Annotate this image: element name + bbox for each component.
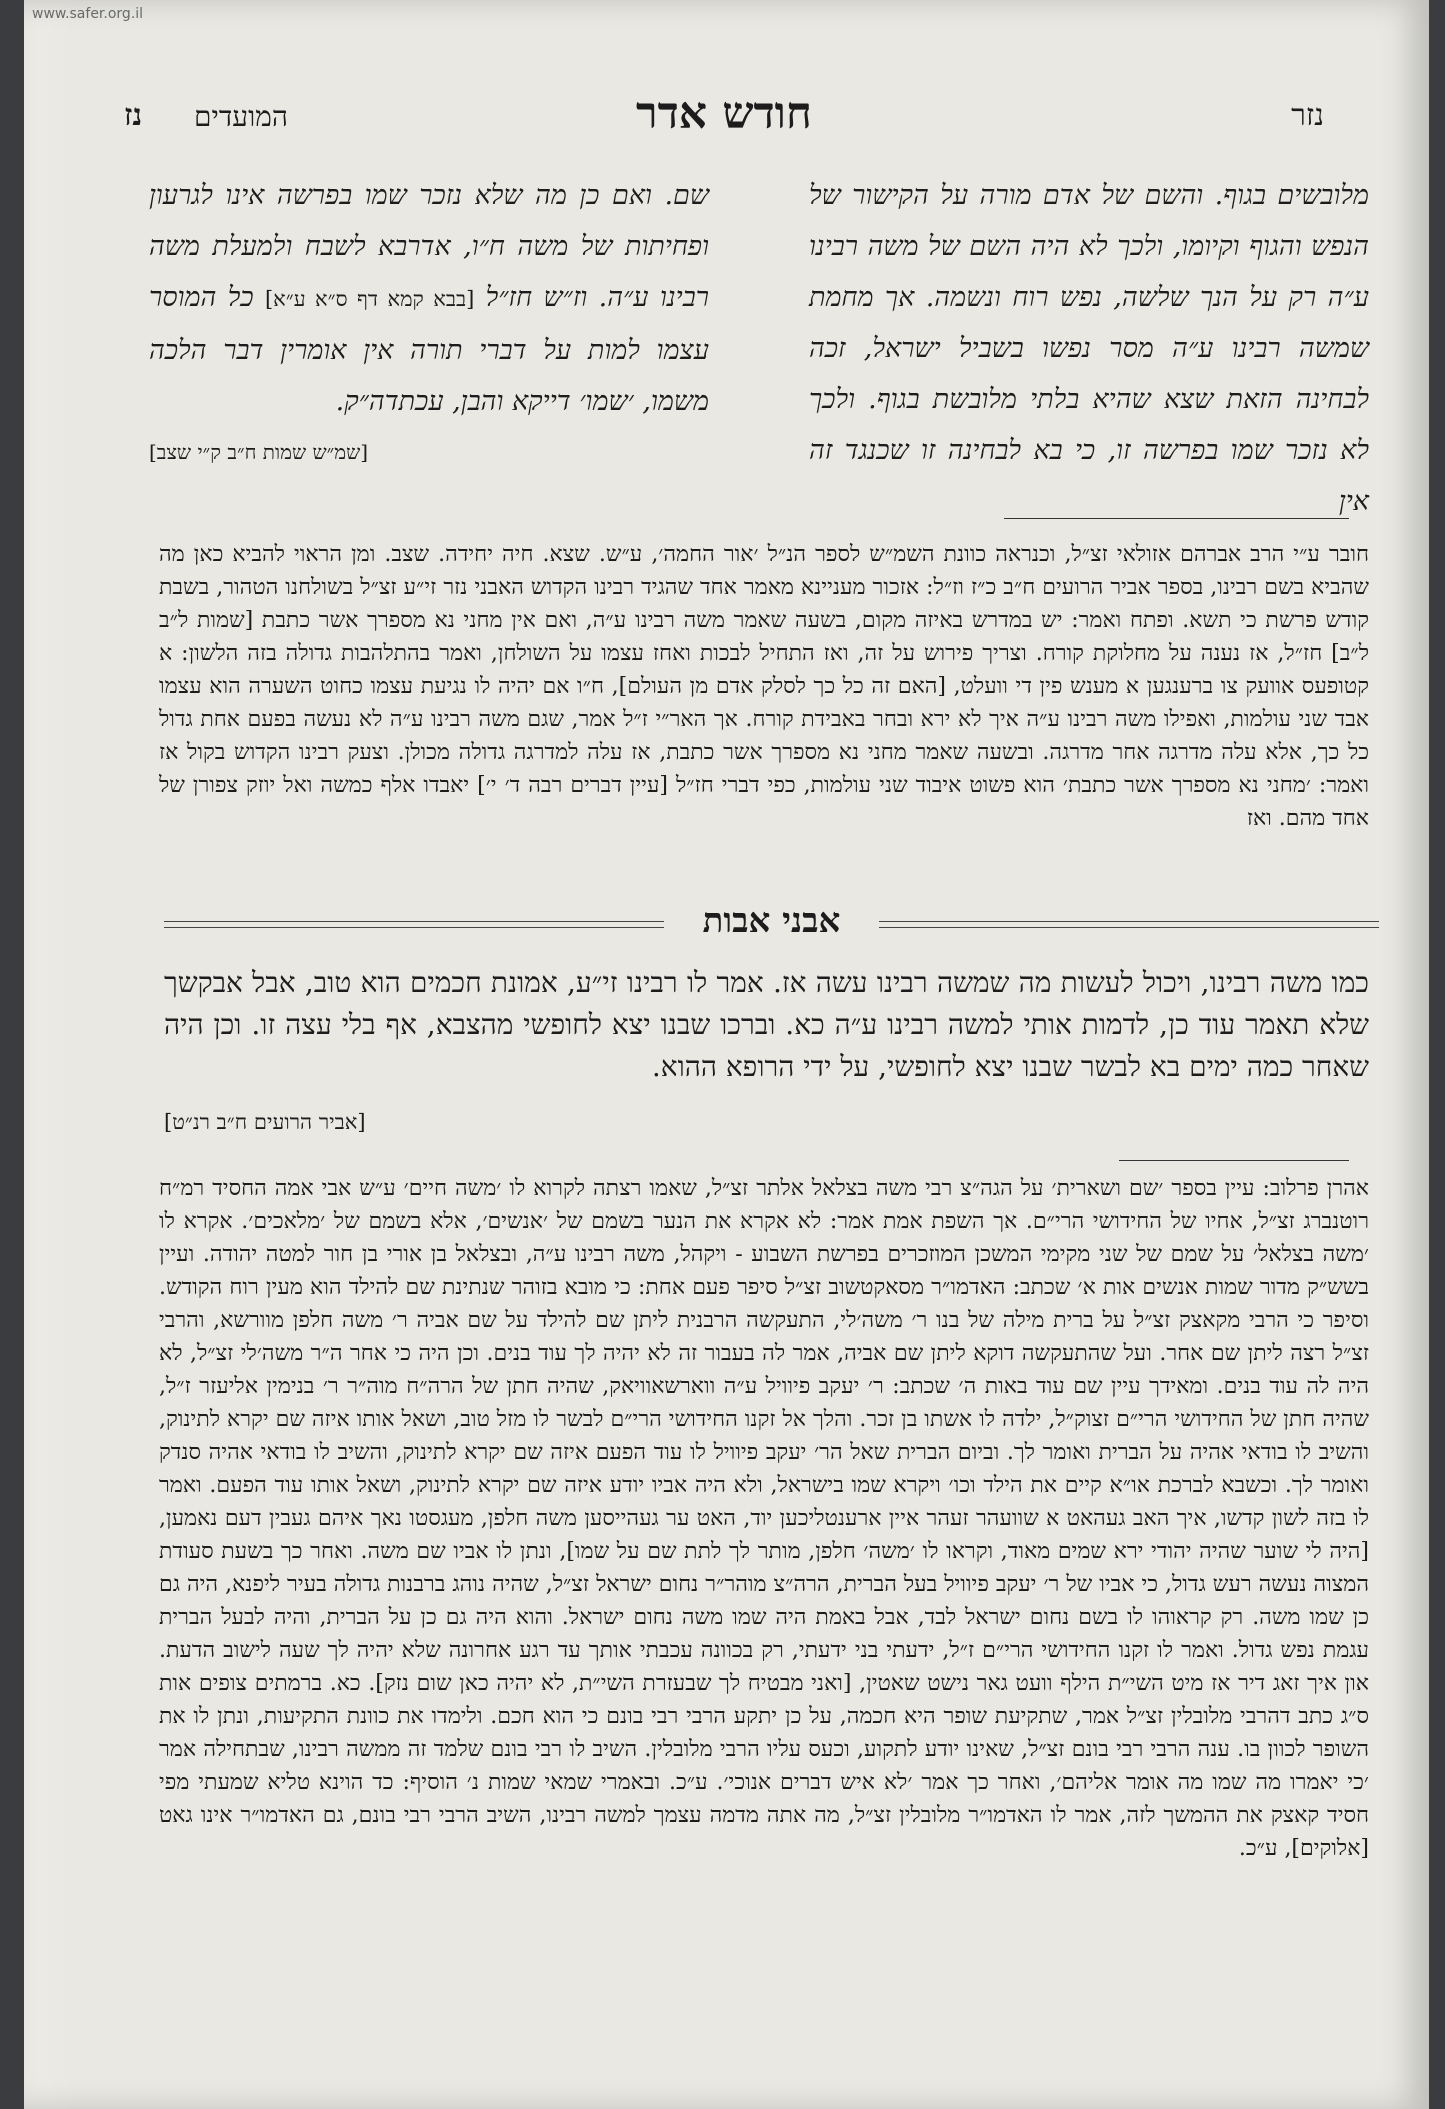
left-column-text-b: כל המוסר עצמו למות על דברי תורה אין אומרין דבר הלכה משמו, ׳שמו׳ דייקא והבן, עכתדה״ק. <box>149 282 709 417</box>
running-header <box>124 88 1324 148</box>
header-section: המועדים <box>194 100 288 133</box>
footnote-divider <box>1004 518 1349 519</box>
footnotes-bottom: אהרן פרלוב: עיין בספר ׳שם ושארית׳ על הגה״צ רבי משה בצלאל אלתר זצ״ל, שאמו רצתה לקרוא לו ׳משה חיים׳ ע״ש אבי אמה החסיד רמ״ח רוטנברג זצ״ל, אחיו של החידושי הרי״ם. אך השפת אמת אמר: לא אקרא את הנער בשמם של ׳אנשים׳, אלא בשמם של ׳מלאכים׳. אקרא לו ׳משה בצלאל׳ על שמם של שני מקימי המשכן המוזכרים בפרשת השבוע - ויקהל, משה רבינו ע״ה, ובצלאל בן אורי בן חור למטה יהודה. ועיין בשש״ק מדור שמות אנשים אות א׳ שכתב: האדמו״ר מסאקטשוב זצ״ל סיפר פעם אחת: כי מובא בזוהר שנתינת שם להילד הוא מעין רוח הקודש. וסיפר כי הרבי מקאצק זצ״ל על ברית מילה של בנו ר׳ משה׳לי, התעקשה הרבנית ליתן שם להילד על שם אביה ר׳ משה חלפן מוורשא, והרבי זצ״ל רצה ליתן שם אחר. ועל שהתעקשה דוקא ליתן שם אביה, אמר לה בעבור זה לא יהיה לך עוד בנים. וכן היה כי אחר ה״ר משה׳לי זצ״ל, לא היה לה עוד בנים. ומאידך עיין שם עוד באות ה׳ שכתב: ר׳ יעקב פיוויל ע״ה ווארשאוויאק, שהיה חתן של הרה״ח מוה״ר ר׳ בנימין אליעזר ז״ל, שהיה חתן של החידושי הרי״ם זצוק״ל, ילדה לו אשתו בן זכר. והלך אל זקנו החידושי הרי״ם לבשר לו מזל טוב, ושאל אותו איזה שם יקרא לתינוק, והשיב לו בודאי אהיה על הברית ואומר לך. וביום הברית שאל הר׳ יעקב פיוויל לו עוד הפעם איזה שם יקרא לתינוק, והשיב לו בודאי אהיה סנדק ואומר לך. וכשבא לברכת או״א קיים את הילד וכו׳ ויקרא שמו בישראל, ולא היה אביו יודע איזה שם יקרא לתינוק, ושאל אותו עוד הפעם. ואמר לו בזה לשון קדשו, איך האב געהאט א שוועהר זעהר איין ארענטליכען יוד, האט ער געהייסען משה חלפן, מעגסטו נאך איהם געבין דעם נאמען, [היה לי שוער שהיה יהודי ירא שמים מאוד, וקראו לו ׳משה׳ חלפן, מותר לך לתת שם על שמו], ונתן לו אביו שם משה. ואחר כך בשעת סעודת המצוה נעשה רעש גדול, כי אביו של ר׳ יעקב פיוויל בעל הברית, הרה״צ מוהר״ר נחום ישראל זצ״ל, שהיה נוהג ברבנות גדולה בעיר ליפנא, היה גם כן שמו משה. רק קראוהו לו בשם נחום ישראל לבד, אבל באמת היה שמו משה נחום ישראל. והוא היה גם כן על הברית, והיה לבעל הברית עגמת נפש גדול. ואמר לו זקנו החידושי הרי״ם ז״ל, ידעתי בני ידעתי, רק בכוונה עכבתי אותך עד רגע אחרונה שלא יהיה לך שעה לישוב הדעת. און איך זאג דיר אז מיט השי״ת הילף וועט גאר נישט שאטין, [ואני מבטיח לך שבעזרת השי״ת, לא יהיה כאן שום נזק]. כא. ברמתים צופים אות ס״ג כתב דהרבי מלובלין זצ״ל אמר, שתקיעת שופר היא חכמה, על כן יתקע הרבי רבי בונם כי הוא חכם. ולימדו את כוונת התקיעות, ונתן לו את השופר לכוון בו. ענה הרבי רבי בונם זצ״ל, שאינו יודע לתקוע, וכעס עליו הרבי מלובלין. השיב לו רבי בונם שלמד זה ממשה רבינו, שבתחילה אמר ׳כי יאמרו מה שמו מה אומר אליהם׳, ואחר כך אמר ׳לא איש דברים אנוכי׳. ע״כ. ובאמרי שמאי שמות נ׳ הוסיף: כד הוינא טליא שמעתי מפי חסיד קאצק את ההמשך לזה, אמר לו האדמו״ר מלובלין זצ״ל, מה אתה מדמה עצמך למשה רבינו, השיב הרבי רבי בונם, גם האדמו״ר אינו גאט [אלוקים], ע״כ. <box>159 1176 1369 1861</box>
main-text-source: [אביר הרועים ח״ב רנ״ט] <box>164 1110 366 1134</box>
footnote-divider-2 <box>1119 1160 1349 1161</box>
book-page <box>24 0 1429 2109</box>
section-banner <box>164 901 1379 941</box>
left-column-citation: [בבא קמא דף ס״א ע״א] <box>264 287 475 311</box>
banner-bar-left <box>164 921 664 928</box>
main-text: כמו משה רבינו, ויכול לעשות מה שמשה רבינו עשה אז. אמר לו רבינו זי״ע, אמונת חכמים הוא טוב, אבל אבקשך שלא תאמר עוד כן, לדמות אותי למשה רבינו ע״ה כא. וברכו שבנו יצא לחופשי מהצבא, אף בלי עצה זו. וכן היה שאחר כמה ימים בא לבשר שבנו יצא לחופשי, על ידי הרופא ההוא. <box>164 966 1369 1083</box>
right-column: מלובשים בגוף. והשם של אדם מורה על הקישור של הנפש והגוף וקיומו, ולכך לא היה השם של משה רבינו ע״ה רק על הנך שלשה, נפש רוח ונשמה. אך מחמת שמשה רבינו ע״ה מסר נפשו בשביל ישראל, זכה לבחינה הזאת שצא שהיא בלתי מלובשת בגוף. ולכך לא נזכר שמו בפרשה זו, כי בא לבחינה זו שכנגד זה אין <box>809 180 1369 517</box>
page-title: חודש אדר <box>636 88 812 139</box>
left-column-text-a: שם. ואם כן מה שלא נזכר שמו בפרשה אינו לגרעון ופחיתות של משה ח״ו, אדרבא לשבח ולמעלת משה רבינו ע״ה. וז״ש חז״ל <box>149 180 709 313</box>
page-number: נז <box>124 98 143 133</box>
header-right: נזר <box>1291 98 1324 133</box>
watermark: www.safer.org.il <box>32 6 144 22</box>
top-columns <box>149 170 1369 517</box>
left-column <box>149 170 709 427</box>
left-column-source: [שמ״ש שמות ח״ב ק״י שצב] <box>149 440 369 464</box>
section-title: אבני אבות <box>685 901 859 941</box>
banner-bar-right <box>879 921 1379 928</box>
footnotes-top: חובר ע״י הרב אברהם אזולאי זצ״ל, וכנראה כוונת השמ״ש לספר הנ״ל ׳אור החמה׳, ע״ש. שצא. חיה יחידה. שצב. ומן הראוי להביא כאן מה שהביא בשם רבינו, בספר אביר הרועים ח״ב כ״ז וז״ל: אזכור מעניינא מאמר אחד שהגיד רבינו הקדוש האבני נזר זי״ע זצ״ל בשולחנו הטהור, בשבת קודש פרשת כי תשא. ופתח ואמר: יש במדרש באיזה מקום, בשעה שאמר משה רבינו ע״ה, ואם אין מחני נא מספרך אשר כתבת [שמות ל״ב ל״ב] חז״ל, אז נענה על מחלוקת קורח. וצריך פירוש על זה, ואז התחיל לבכות ואחז עצמו על השולחן, ואמר בהתלהבות גדולה בזה הלשון: א קטופעס אוועק צו ברענגען א מענש פין די וועלט, [האם זה כל כך לסלק אדם מן העולם], ח״ו אם יהיה לו נגיעת עצמו כחוט השערה הוא עצמו אבד שני עולמות, ואפילו משה רבינו ע״ה איך לא ירא ובחר באבידת קורח. אך האר״י ז״ל אמר, שגם משה רבינו ע״ה לא נעשה בפעם אחת גדול כל כך, אלא עלה מדרגה אחר מדרגה. ובשעה שאמר מחני נא מספרך אשר כתבת, אז עלה למדרגה גדולה מכולן. וצעק רבינו הקדוש בקול אז ואמר: ׳מחני נא מספרך אשר כתבת׳ הוא פשוט איבוד שני עולמות, כפי דברי חז״ל [עיין דברים רבה ד׳ י׳] יאבדו אלף כמשה ואל יוזק צפורן של אחד מהם. ואז <box>159 542 1369 831</box>
